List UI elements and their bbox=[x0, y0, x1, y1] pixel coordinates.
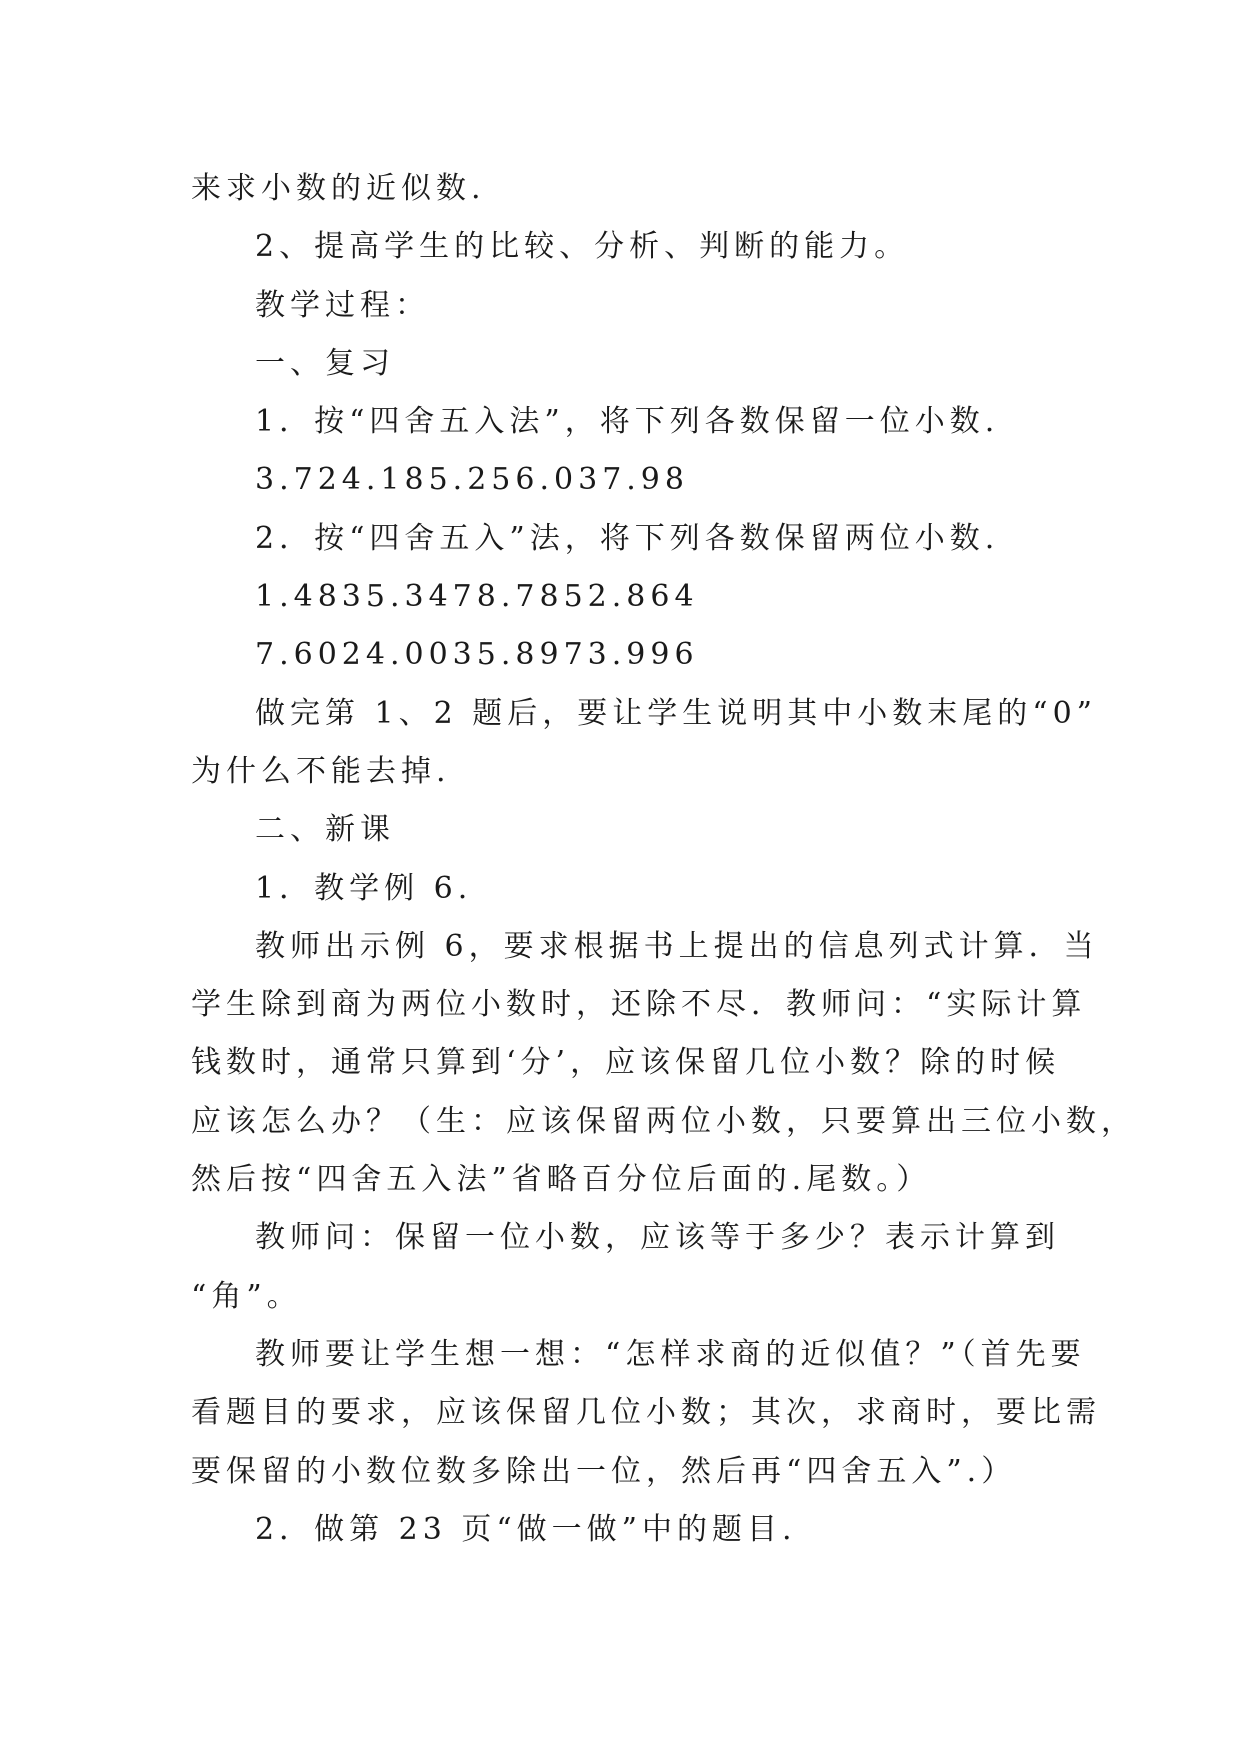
section-heading: 一、复习 bbox=[255, 345, 395, 381]
body-line: 然后按“四舍五入法”省略百分位后面的.尾数。） bbox=[191, 1162, 932, 1198]
body-line: 钱数时，通常只算到‘分’，应该保留几位小数？除的时候 bbox=[191, 1045, 1061, 1081]
section-heading: 教学过程： bbox=[255, 287, 430, 323]
number-list: 7.6024.0035.8973.996 bbox=[255, 637, 699, 673]
exercise-line: 1．教学例 6. bbox=[255, 870, 473, 906]
body-line: 看题目的要求，应该保留几位小数；其次，求商时，要比需 bbox=[191, 1395, 1101, 1431]
body-line: 要保留的小数位数多除出一位，然后再“四舍五入”.） bbox=[191, 1453, 1017, 1489]
body-line: 教师要让学生想一想：“怎样求商的近似值？”（首先要 bbox=[255, 1336, 1086, 1372]
document-body bbox=[191, 160, 1136, 1559]
exercise-line: 2．做第 23 页“做一做”中的题目. bbox=[255, 1511, 797, 1547]
number-list: 1.4835.3478.7852.864 bbox=[255, 579, 699, 615]
objective-line: 2、提高学生的比较、分析、判断的能力。 bbox=[255, 229, 910, 265]
body-line: “角”。 bbox=[191, 1278, 302, 1314]
body-line: 教师出示例 6，要求根据书上提出的信息列式计算．当 bbox=[255, 928, 1099, 964]
body-line: 应该怎么办？（生：应该保留两位小数，只要算出三位小数， bbox=[191, 1103, 1136, 1139]
body-line: 做完第 1、2 题后，要让学生说明其中小数末尾的“0” bbox=[255, 695, 1098, 731]
number-list: 3.724.185.256.037.98 bbox=[255, 462, 689, 498]
exercise-line: 2．按“四舍五入”法，将下列各数保留两位小数. bbox=[255, 520, 1000, 556]
section-heading: 二、新课 bbox=[255, 812, 395, 848]
body-line: 为什么不能去掉. bbox=[191, 753, 451, 789]
body-line: 来求小数的近似数. bbox=[191, 171, 486, 206]
exercise-line: 1．按“四舍五入法”，将下列各数保留一位小数. bbox=[255, 404, 1000, 440]
body-line: 教师问：保留一位小数，应该等于多少？表示计算到 bbox=[255, 1220, 1060, 1256]
body-line: 学生除到商为两位小数时，还除不尽．教师问：“实际计算 bbox=[191, 987, 1087, 1023]
